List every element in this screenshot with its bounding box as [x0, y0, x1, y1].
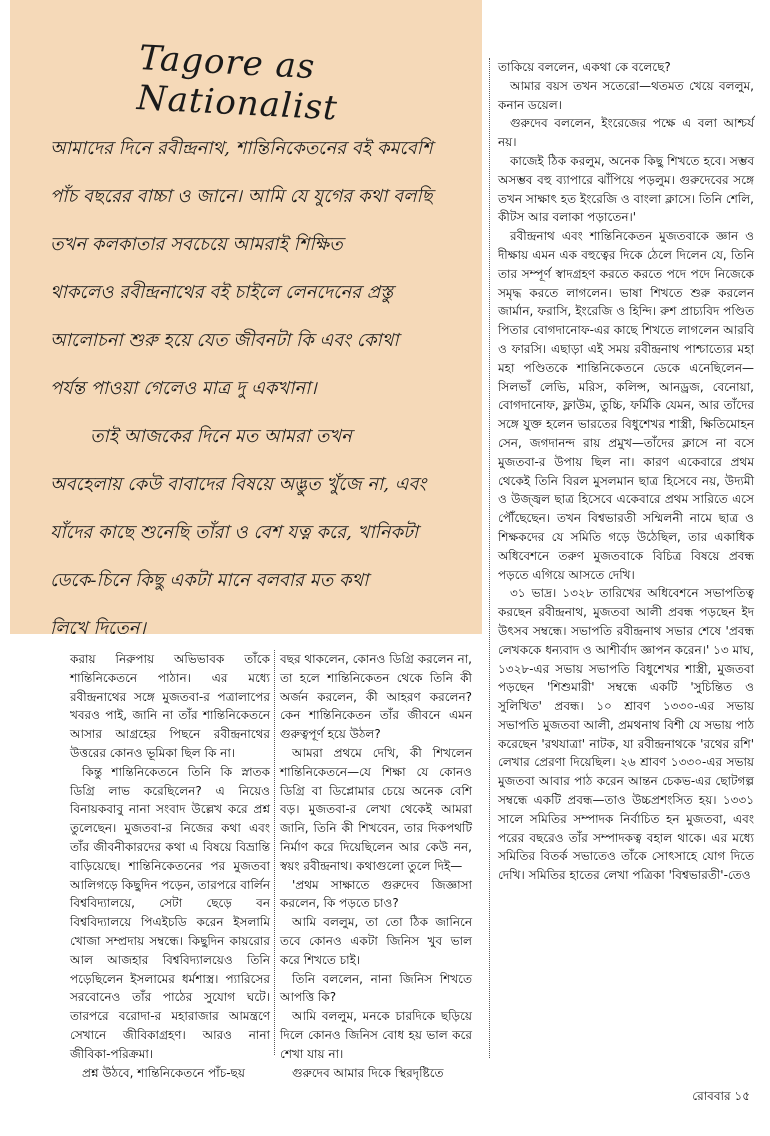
manuscript-line: ডেকে-চিনে কিছু একটা মানে বলবার মত কথা — [50, 570, 369, 591]
page-footer: রোববার ১৫ — [692, 1089, 750, 1103]
paragraph: বছর থাকলেন, কোনও ডিগ্রি করলেন না, তা হলে শান্তিনিকেতন থেকে তিনি কী অর্জন করলেন, কী আহরণ করলেন? কেন শান্তিনিকেতন তাঁর জীবনে এমন গুরুত্বপূর্ণ হয়ে উঠল? — [280, 652, 472, 742]
paragraph: গুরুদেব বললেন, ইংরেজের পক্ষে এ বলা আশ্চর্য নয়। — [498, 116, 754, 150]
handwritten-manuscript-image — [10, 0, 482, 634]
paragraph: কিন্তু শান্তিনিকেতনে তিনি কি স্নাতক ডিগ্রি লাভ করেছিলেন? এ নিয়েও বিনায়কবাবু নানা সংবাদ উল্লেখ করে প্রশ্ন তুলেছেন। মুজতবা-র নিজের কথা এবং তাঁর জীবনীকারদের কথা এ বিষয়ে বিভ্রান্তি বাড়িয়েছে। শান্তিনিকেতনের পর মুজতবা আলিগড়ে কিছুদিন পড়েন, তারপরে বার্লিন বিশ্ববিদ্যালয়ে, সেটা ছেড়ে বন বিশ্ববিদ্যালয়ে পিএইচডি করেন ইসলামি খোজা সম্প্রদায় সম্বন্ধে। কিছুদিন কায়রোর আল আজহার বিশ্ববিদ্যালয়েও তিনি পড়েছিলেন ইসলামের ধর্মশাস্ত্র। প্যারিসের সরবোনেও তাঁর পাঠের সুযোগ ঘটে। তারপরে বরোদা-র মহারাজার আমন্ত্রণে সেখানে জীবিকাগ্রহণ। আরও নানা জীবিকা-পরিক্রমা। — [70, 764, 270, 1061]
paragraph: আমরা প্রথমে দেখি, কী শিখলেন শান্তিনিকেতনে—যে শিক্ষা যে কোনও ডিগ্রি বা ডিপ্লোমার চেয়ে অনেক বেশি বড়। মুজতবা-র লেখা থেকেই আমরা জানি, তিনি কী শিখবেন, তার দিকপথটি নির্মাণ করে দিয়েছিলেন আর কেউ নন, স্বয়ং রবীন্দ্রনাথ। কথাগুলো তুলে দিই— — [280, 745, 472, 873]
manuscript-line: আমাদের দিনে রবীন্দ্রনাথ, শান্তিনিকেতনের বই কমবেশি — [50, 138, 433, 159]
manuscript-line: আলোচনা শুরু হয়ে যেত জীবনটা কি এবং কোথা — [50, 330, 399, 351]
paragraph: ৩১ ভাদ্র। ১৩২৮ তারিখের অধিবেশনে সভাপতিত্ব করছেন রবীন্দ্রনাথ, মুজতবা আলী প্রবন্ধ পড়ছেন ইদ উৎসব সম্বন্ধে। সভাপতি রবীন্দ্রনাথ সভার শেষে 'প্রবন্ধ লেখককে ধন্যবাদ ও আশীর্বাদ জ্ঞাপন করেন।' ১৩ মাঘ, ১৩২৮-এর সভায় সভাপতি বিধুশেখর শাস্ত্রী, মুজতবা পড়ছেন 'শিশুমারী' সম্বন্ধে একটি 'সুচিন্তিত ও সুলিখিত' প্রবন্ধ। ১০ শ্রাবণ ১৩৩০-এর সভায় সভাপতি মুজতবা আলী, প্রমথনাথ বিশী যে সভায় পাঠ করেছেন 'রথযাত্রা' নাটক, যা রবীন্দ্রনাথকে 'রথের রশি' লেখার প্রেরণা দিয়েছিল। ২৬ শ্রাবণ ১৩৩০-এর সভায় মুজতবা আবার পাঠ করেন আন্তন চেকভ-এর ছোটগল্প সম্বন্ধে একটি প্রবন্ধ—তাও উচ্চপ্রশংসিত হয়। ১৩৩১ সালে সমিতির সম্পাদক নির্বাচিত হন মুজতবা, এবং পরের বছরেও তাঁর সম্পাদকত্ব বহাল থাকে। এর মধ্যে সমিতির বিতর্ক সভাতেও তাঁকে সোৎসাহে যোগ দিতে দেখি। সমিতির হাতের লেখা পত্রিকা 'বিশ্বভারতী'-তেও — [498, 586, 754, 883]
manuscript-line: যাঁদের কাছে শুনেছি তাঁরা ও বেশ যত্ন করে, খানিকটা — [50, 522, 419, 543]
paragraph: করায় নিরুপায় অভিভাবক তাঁকে শান্তিনিকেতনে পাঠান। এর মধ্যে রবীন্দ্রনাথের সঙ্গে মুজতবা-র পত্রালাপের খবরও পাই, জানি না তাঁর শান্তিনিকেতনে আসার আগ্রহের পিছনে রবীন্দ্রনাথের উত্তরের কোনও ভূমিকা ছিল কি না। — [70, 652, 270, 760]
manuscript-line: তখন কলকাতার সবচেয়ে আমরাই শিক্ষিত — [50, 234, 343, 255]
manuscript-line: অবহেলায় কেউ বাবাদের বিষয়ে অদ্ভুত খুঁজে না, এবং — [50, 474, 427, 495]
paragraph: কাজেই ঠিক করলুম, অনেক কিছু শিখতে হবে। সম্ভব অসম্ভব বহু ব্যাপারে ঝাঁপিয়ে পড়লুম। গুরুদেবের সঙ্গে তখন সাক্ষাৎ হত ইংরেজি ও বাংলা ক্লাসে। তিনি শেলি, কীটস আর বলাকা পড়াতেন।' — [498, 153, 754, 225]
article-column-bottom-middle — [280, 650, 472, 1082]
manuscript-line: লিখে দিতেন। — [50, 618, 146, 634]
manuscript-line: থাকলেও রবীন্দ্রনাথের বই চাইলে লেনদেনের প্রস্তু — [50, 282, 394, 303]
manuscript-lines — [50, 125, 470, 634]
article-column-bottom-left — [70, 650, 270, 1082]
paragraph: আমি বললুম, মনকে চারদিকে ছড়িয়ে দিলে কোনও জিনিস বোধ হয় ভাল করে শেখা যায় না। — [280, 1009, 472, 1061]
paragraph: আমি বললুম, তা তো ঠিক জানিনে তবে কোনও একটা জিনিস খুব ভাল করে শিখতে চাই। — [280, 915, 472, 967]
manuscript-line: পাঁচ বছরের বাচ্চা ও জানে। আমি যে যুগের কথা বলছি — [50, 186, 433, 207]
paragraph: আমার বয়স তখন সতেরো—থতমত খেয়ে বললুম, কনান ডয়েল। — [498, 78, 754, 112]
paragraph: 'প্রথম সাক্ষাতে গুরুদেব জিজ্ঞাসা করলেন, কি পড়তে চাও? — [280, 877, 472, 911]
column-divider — [274, 650, 275, 1055]
manuscript-line: পর্যন্ত পাওয়া গেলেও মাত্র দু একখানা। — [50, 378, 317, 399]
article-column-right — [498, 58, 754, 885]
paragraph: রবীন্দ্রনাথ এবং শান্তিনিকেতন মুজতবাকে জ্ঞান ও দীক্ষায় এমন এক বহুত্বের দিকে ঠেলে দিলেন যে, তিনি তার সম্পূর্ণ স্বাদগ্রহণ করতে করতে পদে পদে নিজেকে সমৃদ্ধ করতে লাগলেন। ভাষা শিখতে শুরু করলেন জার্মান, ফরাসি, ইংরেজি ও হিন্দি। রুশ প্রাচ্যবিদ পণ্ডিত পিতার বোগদানোফ-এর কাছে শিখতে লাগলেন আরবি ও ফারসি। এছাড়া এই সময় রবীন্দ্রনাথ পাশ্চাত্যের মহা মহা পণ্ডিতকে শান্তিনিকেতনে ডেকে এনেছিলেন—সিলভাঁ লেভি, মরিস, কলিন্স, আনড্রজ, বেনোয়া, বোগদানোফ, ফ্লাউম, তুচ্চি, ফর্মিকি যেমন, আর তাঁদের সঙ্গে যুক্ত হলেন ভারতের বিধুশেখর শাস্ত্রী, ক্ষিতিমোহন সেন, জগদানন্দ রায় প্রমুখ—তাঁদের ক্লাসে না বসে মুজতবা-র উপায় ছিল না। কারণ একেবারে প্রথম থেকেই তিনি বিরল মুসলমান ছাত্র হিসেবে নয়, উদ্যমী ও উজ্জ্বল ছাত্র হিসেবে একেবারে প্রথম সারিতে এসে পৌঁছেছেন। তখন বিশ্বভারতী সম্মিলনী নামে ছাত্র ও শিক্ষকদের যে সমিতি গড়ে উঠেছিল, তার একাধিক অধিবেশনে তরুণ মুজতবাকে বিচিত্র বিষয়ে প্রবন্ধ পড়তে এগিয়ে আসতে দেখি। — [498, 229, 754, 582]
paragraph: তাকিয়ে বললেন, একথা কে বলেছে? — [498, 60, 671, 74]
paragraph: তিনি বললেন, নানা জিনিস শিখতে আপত্তি কি? — [280, 971, 472, 1005]
manuscript-line: তাই আজকের দিনে মত আমরা তখন — [90, 426, 352, 447]
paragraph: প্রশ্ন উঠবে, শান্তিনিকেতনে পাঁচ-ছয় — [82, 1065, 245, 1080]
column-divider — [489, 58, 490, 1058]
paragraph: গুরুদেব আমার দিকে স্থিরদৃষ্টিতে — [292, 1065, 444, 1080]
manuscript-title: Tagore as Nationalist — [135, 38, 339, 129]
